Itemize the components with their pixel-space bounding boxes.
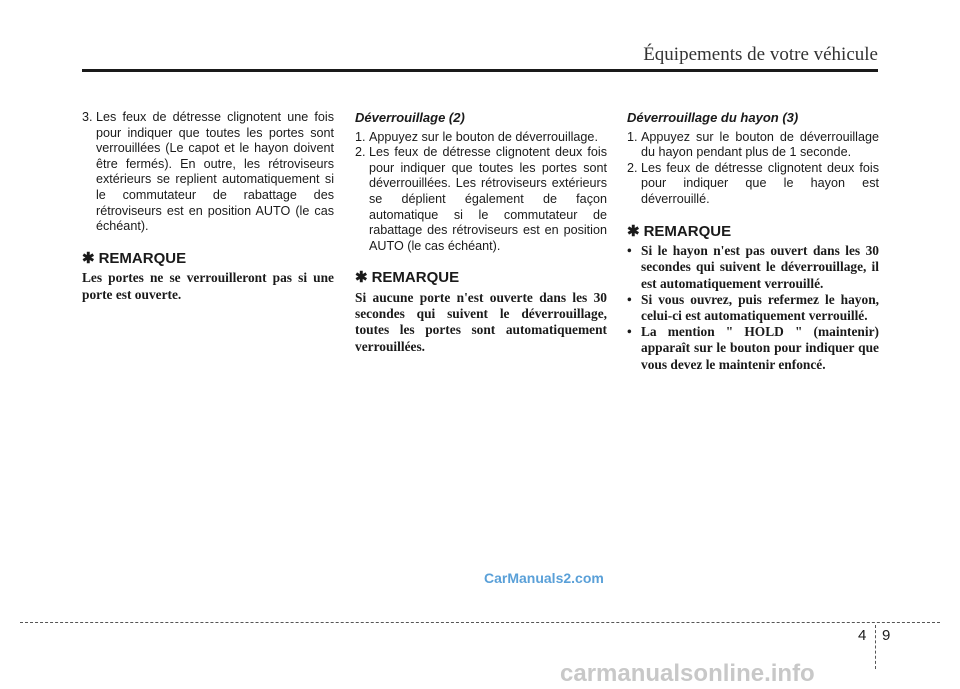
column-1 xyxy=(82,110,334,303)
asterisk-icon: ✱ xyxy=(355,269,368,287)
item-text: Les feux de détresse clignotent deux fois pour indiquer que le hayon est déverrouillé. xyxy=(641,160,879,206)
bullet-item xyxy=(627,292,879,324)
note-title: REMARQUE xyxy=(371,269,460,287)
item-number: 1. xyxy=(355,129,366,144)
list-item xyxy=(355,130,607,146)
item-text: Appuyez sur le bouton de déverrouillage du hayon pendant plus de 1 seconde. xyxy=(641,129,879,160)
list-item xyxy=(627,130,879,161)
note-text: Si aucune porte n'est ouverte dans les 30 secondes qui suivent le déverrouillage, toutes les portes sont automatiquement verrouillées. xyxy=(355,289,607,354)
item-number: 2. xyxy=(627,160,638,175)
asterisk-icon: ✱ xyxy=(82,249,95,267)
bullet-item xyxy=(627,243,879,292)
item-text: Les feux de détresse clignotent une fois pour indiquer que toutes les portes sont verrouillées (Le capot et le hayon doivent être fermés). En outre, les rétroviseurs extérieurs se replient automatiquement si le commutateur de rabattage des rétroviseurs est en position AUTO (le cas échéant). xyxy=(96,110,334,234)
item-text: Appuyez sur le bouton de déverrouillage. xyxy=(369,129,598,144)
note-text: Les portes ne se verrouilleront pas si une porte est ouverte. xyxy=(82,270,334,302)
column-2 xyxy=(355,110,607,355)
section-title: Déverrouillage (2) xyxy=(355,110,465,125)
note-title: REMARQUE xyxy=(98,249,187,267)
bullet-text: Si le hayon n'est pas ouvert dans les 30 secondes qui suivent le déverrouillage, il est automatiquement verrouillé. xyxy=(641,243,879,291)
page-number-separator xyxy=(875,625,876,669)
item-number: 1. xyxy=(627,129,638,144)
page-number: 9 xyxy=(882,627,891,644)
note-bullets xyxy=(627,243,879,373)
bullet-text: Si vous ouvrez, puis refermez le hayon, celui-ci est automatiquement verrouillé. xyxy=(641,291,879,323)
watermark-link[interactable]: CarManuals2.com xyxy=(484,570,604,586)
note-title: REMARQUE xyxy=(643,222,732,240)
list-item xyxy=(355,145,607,254)
list-item xyxy=(627,161,879,208)
header-rule xyxy=(82,69,878,72)
bullet-text: La mention " HOLD " (maintenir) apparaît sur le bouton pour indiquer que vous devez le maintenir enfoncé. xyxy=(641,324,879,372)
note-heading xyxy=(82,251,334,267)
note-heading xyxy=(355,270,607,286)
page-header-title: Équipements de votre véhicule xyxy=(643,44,878,65)
list-item xyxy=(82,110,334,235)
asterisk-icon: ✱ xyxy=(627,222,640,240)
bullet-dot: • xyxy=(627,324,632,340)
bottom-watermark: carmanualsonline.info xyxy=(560,660,815,687)
section-number: 4 xyxy=(858,627,867,644)
section-title: Déverrouillage du hayon (3) xyxy=(627,110,799,125)
bullet-item xyxy=(627,324,879,373)
footer-divider xyxy=(20,622,940,623)
bullet-dot: • xyxy=(627,291,632,307)
bullet-dot: • xyxy=(627,243,632,259)
column-3 xyxy=(627,110,879,373)
note-heading xyxy=(627,224,879,240)
item-text: Les feux de détresse clignotent deux fois pour indiquer que toutes les portes sont déverrouillées. Les rétroviseurs extérieurs se déplient également de façon automatique si le commutateur de rabattage des rétroviseurs est en position AUTO (le cas échéant). xyxy=(369,145,607,253)
item-number: 3. xyxy=(82,110,93,124)
item-number: 2. xyxy=(355,145,366,160)
